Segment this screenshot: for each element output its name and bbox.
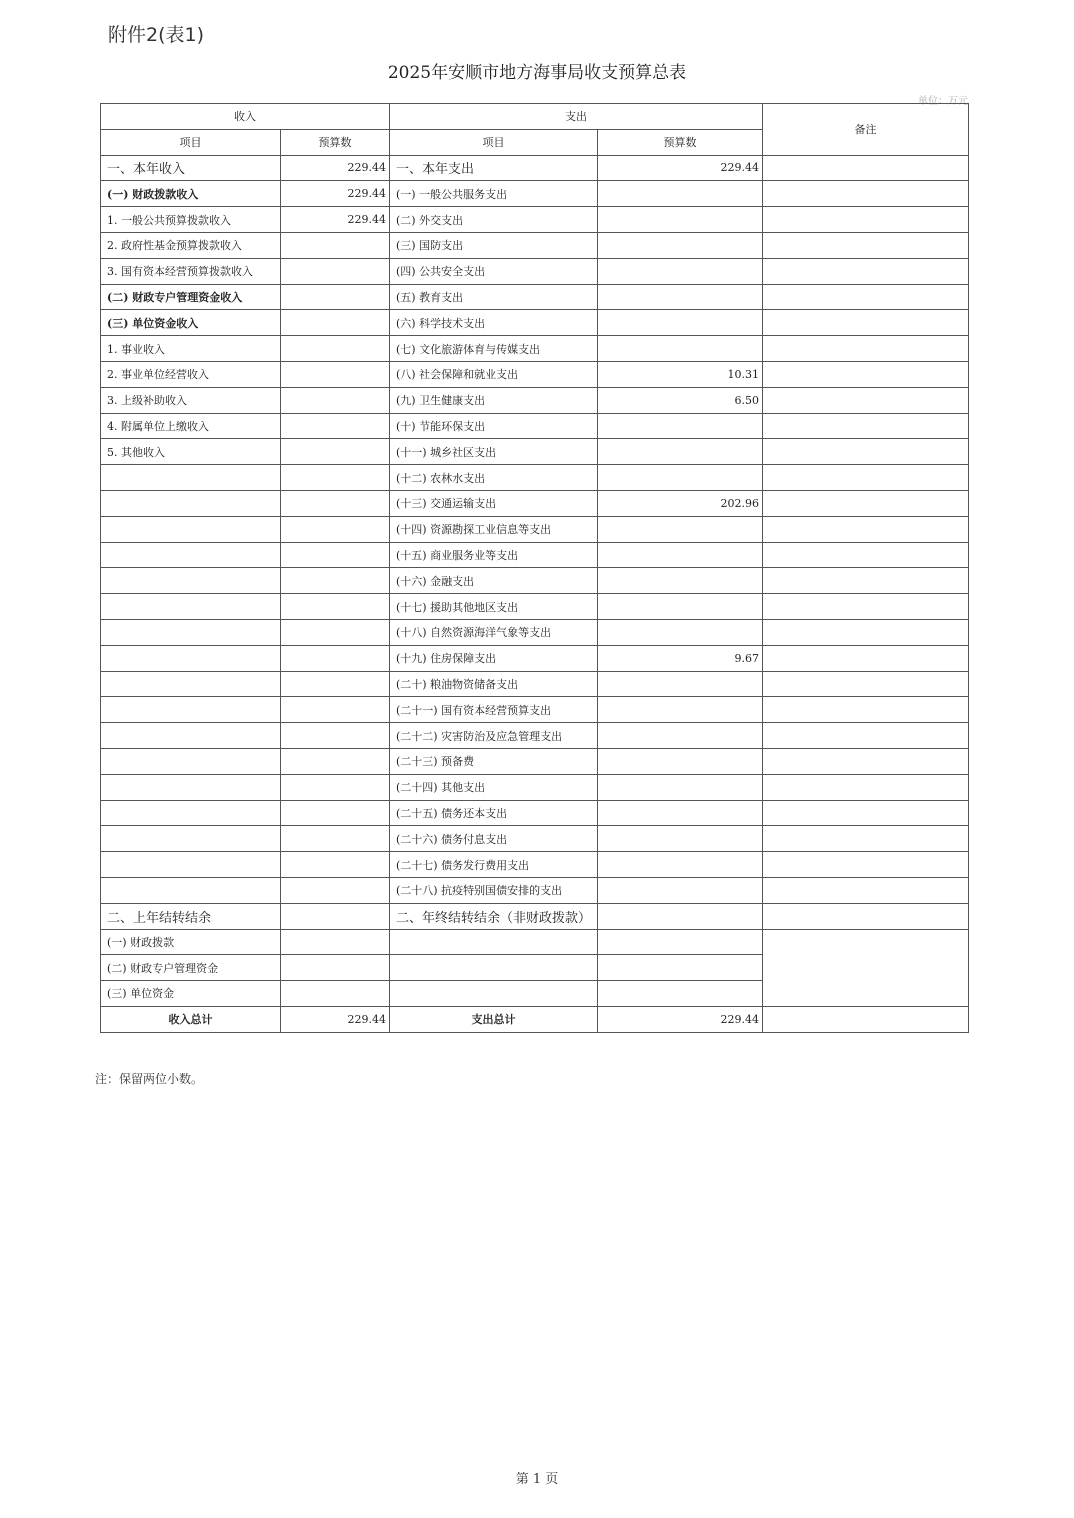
income-item-cell xyxy=(101,723,281,749)
income-item-cell: (二) 财政专户管理资金收入 xyxy=(101,284,281,310)
expense-budget-cell: 10.31 xyxy=(598,361,763,387)
income-item-cell: 3. 上级补助收入 xyxy=(101,387,281,413)
table-row xyxy=(101,310,969,336)
table-row xyxy=(101,929,969,955)
table-row xyxy=(101,594,969,620)
table-row xyxy=(101,697,969,723)
expense-item-cell: (三) 国防支出 xyxy=(390,232,598,258)
expense-budget-cell xyxy=(598,981,763,1007)
income-total-label: 收入总计 xyxy=(101,1006,281,1032)
remark-total-cell xyxy=(763,1006,969,1032)
income-budget-cell xyxy=(281,903,390,929)
expense-item-cell: (一) 一般公共服务支出 xyxy=(390,181,598,207)
table-row xyxy=(101,284,969,310)
expense-budget-cell: 6.50 xyxy=(598,387,763,413)
income-item-cell xyxy=(101,594,281,620)
income-budget-cell xyxy=(281,284,390,310)
expense-item-cell: (二十六) 债务付息支出 xyxy=(390,826,598,852)
income-item-cell xyxy=(101,568,281,594)
income-budget-cell xyxy=(281,826,390,852)
footnote: 注：保留两位小数。 xyxy=(95,1072,204,1086)
table-row xyxy=(101,336,969,362)
income-budget-cell xyxy=(281,490,390,516)
income-budget-header: 预算数 xyxy=(281,129,390,155)
table-row xyxy=(101,516,969,542)
remark-cell xyxy=(763,671,969,697)
expense-item-cell: (二十一) 国有资本经营预算支出 xyxy=(390,697,598,723)
income-budget-cell xyxy=(281,723,390,749)
expense-item-cell: (十) 节能环保支出 xyxy=(390,413,598,439)
budget-table xyxy=(100,103,969,1033)
expense-budget-cell xyxy=(598,181,763,207)
expense-total-label: 支出总计 xyxy=(390,1006,598,1032)
expense-item-cell: (二十三) 预备费 xyxy=(390,748,598,774)
expense-item-cell: (八) 社会保障和就业支出 xyxy=(390,361,598,387)
table-row xyxy=(101,361,969,387)
income-budget-cell xyxy=(281,800,390,826)
income-budget-cell: 229.44 xyxy=(281,207,390,233)
income-budget-cell xyxy=(281,258,390,284)
expense-budget-cell xyxy=(598,413,763,439)
remark-cell xyxy=(763,465,969,491)
attachment-label: 附件2(表1) xyxy=(108,24,205,46)
expense-budget-cell xyxy=(598,465,763,491)
income-item-cell xyxy=(101,619,281,645)
page-title: 2025年安顺市地方海事局收支预算总表 xyxy=(387,63,687,83)
remark-cell xyxy=(763,310,969,336)
table-row xyxy=(101,413,969,439)
expense-budget-cell xyxy=(598,258,763,284)
expense-budget-cell: 229.44 xyxy=(598,155,763,181)
income-budget-cell xyxy=(281,594,390,620)
income-item-cell xyxy=(101,877,281,903)
remark-cell xyxy=(763,542,969,568)
page-number: 第 1 页 xyxy=(515,1472,559,1487)
remark-cell xyxy=(763,723,969,749)
remark-cell-merged xyxy=(763,929,969,1006)
table-row xyxy=(101,826,969,852)
expense-budget-cell xyxy=(598,877,763,903)
unit-label: 单位：万元 xyxy=(918,96,968,107)
remark-cell xyxy=(763,232,969,258)
remark-cell xyxy=(763,284,969,310)
expense-item-cell: (十四) 资源勘探工业信息等支出 xyxy=(390,516,598,542)
income-item-cell xyxy=(101,516,281,542)
table-row xyxy=(101,619,969,645)
expense-item-cell: (十六) 金融支出 xyxy=(390,568,598,594)
table-row xyxy=(101,465,969,491)
expense-budget-cell xyxy=(598,232,763,258)
remark-cell xyxy=(763,155,969,181)
income-item-cell xyxy=(101,800,281,826)
table-row xyxy=(101,258,969,284)
income-item-cell: (一) 财政拨款收入 xyxy=(101,181,281,207)
income-budget-cell xyxy=(281,465,390,491)
income-item-cell xyxy=(101,748,281,774)
income-budget-cell xyxy=(281,671,390,697)
expense-item-cell xyxy=(390,929,598,955)
income-budget-cell xyxy=(281,439,390,465)
expense-budget-cell xyxy=(598,516,763,542)
income-item-cell xyxy=(101,697,281,723)
expense-budget-cell xyxy=(598,336,763,362)
expense-item-cell: (十五) 商业服务业等支出 xyxy=(390,542,598,568)
income-budget-cell xyxy=(281,955,390,981)
income-item-cell xyxy=(101,671,281,697)
income-budget-cell xyxy=(281,232,390,258)
income-budget-cell xyxy=(281,774,390,800)
income-budget-cell xyxy=(281,929,390,955)
table-row xyxy=(101,155,969,181)
remark-cell xyxy=(763,594,969,620)
income-budget-cell xyxy=(281,387,390,413)
expense-item-cell xyxy=(390,981,598,1007)
remark-cell xyxy=(763,774,969,800)
expense-item-cell: (二十四) 其他支出 xyxy=(390,774,598,800)
table-row xyxy=(101,568,969,594)
expense-budget-cell xyxy=(598,594,763,620)
income-budget-cell xyxy=(281,619,390,645)
income-item-cell xyxy=(101,774,281,800)
expense-budget-cell xyxy=(598,207,763,233)
expense-budget-cell xyxy=(598,568,763,594)
expense-budget-cell xyxy=(598,748,763,774)
expense-budget-cell xyxy=(598,723,763,749)
income-budget-cell xyxy=(281,568,390,594)
expense-budget-cell xyxy=(598,774,763,800)
remark-cell xyxy=(763,826,969,852)
remark-cell xyxy=(763,903,969,929)
expense-budget-cell xyxy=(598,929,763,955)
expense-item-cell: (四) 公共安全支出 xyxy=(390,258,598,284)
totals-row xyxy=(101,1006,969,1032)
remark-header: 备注 xyxy=(763,104,969,156)
remark-cell xyxy=(763,439,969,465)
remark-cell xyxy=(763,361,969,387)
expense-budget-cell xyxy=(598,800,763,826)
expense-header: 支出 xyxy=(390,104,763,130)
income-budget-cell: 229.44 xyxy=(281,155,390,181)
income-item-cell xyxy=(101,465,281,491)
expense-budget-cell xyxy=(598,310,763,336)
income-budget-cell xyxy=(281,645,390,671)
table-row xyxy=(101,490,969,516)
table-row xyxy=(101,877,969,903)
table-row xyxy=(101,852,969,878)
expense-budget-cell xyxy=(598,671,763,697)
income-budget-cell xyxy=(281,542,390,568)
expense-item-cell: (十八) 自然资源海洋气象等支出 xyxy=(390,619,598,645)
expense-item-cell: (十一) 城乡社区支出 xyxy=(390,439,598,465)
expense-item-cell: (十九) 住房保障支出 xyxy=(390,645,598,671)
remark-cell xyxy=(763,800,969,826)
income-budget-cell xyxy=(281,413,390,439)
income-budget-cell xyxy=(281,516,390,542)
table-row xyxy=(101,207,969,233)
expense-budget-cell: 202.96 xyxy=(598,490,763,516)
income-item-cell: (一) 财政拨款 xyxy=(101,929,281,955)
table-row xyxy=(101,748,969,774)
table-row xyxy=(101,232,969,258)
expense-budget-cell xyxy=(598,826,763,852)
expense-item-cell: (十七) 援助其他地区支出 xyxy=(390,594,598,620)
income-item-cell xyxy=(101,852,281,878)
remark-cell xyxy=(763,852,969,878)
expense-budget-cell: 9.67 xyxy=(598,645,763,671)
income-item-cell: 1. 事业收入 xyxy=(101,336,281,362)
expense-item-cell: (十三) 交通运输支出 xyxy=(390,490,598,516)
remark-cell xyxy=(763,181,969,207)
expense-item-cell: (九) 卫生健康支出 xyxy=(390,387,598,413)
income-item-cell xyxy=(101,490,281,516)
income-total-value: 229.44 xyxy=(281,1006,390,1032)
expense-budget-cell xyxy=(598,542,763,568)
remark-cell xyxy=(763,619,969,645)
remark-cell xyxy=(763,877,969,903)
expense-item-cell: (五) 教育支出 xyxy=(390,284,598,310)
expense-item-cell: (七) 文化旅游体育与传媒支出 xyxy=(390,336,598,362)
expense-item-cell: (二十二) 灾害防治及应急管理支出 xyxy=(390,723,598,749)
income-item-cell: 4. 附属单位上缴收入 xyxy=(101,413,281,439)
income-item-header: 项目 xyxy=(101,129,281,155)
income-budget-cell xyxy=(281,981,390,1007)
expense-item-cell: (二十五) 债务还本支出 xyxy=(390,800,598,826)
remark-cell xyxy=(763,413,969,439)
income-item-cell: 2. 事业单位经营收入 xyxy=(101,361,281,387)
remark-cell xyxy=(763,516,969,542)
remark-cell xyxy=(763,207,969,233)
income-item-cell: (三) 单位资金收入 xyxy=(101,310,281,336)
table-row xyxy=(101,671,969,697)
expense-item-cell: (二) 外交支出 xyxy=(390,207,598,233)
remark-cell xyxy=(763,336,969,362)
income-item-cell: 2. 政府性基金预算拨款收入 xyxy=(101,232,281,258)
expense-item-cell xyxy=(390,955,598,981)
income-item-cell: 5. 其他收入 xyxy=(101,439,281,465)
table-row xyxy=(101,181,969,207)
income-item-cell xyxy=(101,645,281,671)
remark-cell xyxy=(763,490,969,516)
income-item-cell: (三) 单位资金 xyxy=(101,981,281,1007)
income-item-cell xyxy=(101,542,281,568)
expense-budget-cell xyxy=(598,697,763,723)
expense-item-cell: (六) 科学技术支出 xyxy=(390,310,598,336)
expense-budget-cell xyxy=(598,284,763,310)
remark-cell xyxy=(763,645,969,671)
table-row xyxy=(101,723,969,749)
remark-cell xyxy=(763,258,969,284)
income-budget-cell xyxy=(281,852,390,878)
income-budget-cell xyxy=(281,748,390,774)
income-budget-cell xyxy=(281,336,390,362)
income-header: 收入 xyxy=(101,104,390,130)
remark-cell xyxy=(763,748,969,774)
table-row xyxy=(101,387,969,413)
table-row xyxy=(101,542,969,568)
expense-budget-cell xyxy=(598,903,763,929)
expense-item-cell: (十二) 农林水支出 xyxy=(390,465,598,491)
remark-cell xyxy=(763,387,969,413)
expense-item-cell: 一、本年支出 xyxy=(390,155,598,181)
income-item-cell: 3. 国有资本经营预算拨款收入 xyxy=(101,258,281,284)
remark-cell xyxy=(763,568,969,594)
expense-item-cell: 二、年终结转结余（非财政拨款） xyxy=(390,903,598,929)
table-row xyxy=(101,645,969,671)
income-item-cell: 1. 一般公共预算拨款收入 xyxy=(101,207,281,233)
income-budget-cell xyxy=(281,310,390,336)
income-budget-cell: 229.44 xyxy=(281,181,390,207)
remark-cell xyxy=(763,697,969,723)
table-row xyxy=(101,774,969,800)
expense-total-value: 229.44 xyxy=(598,1006,763,1032)
income-item-cell: 一、本年收入 xyxy=(101,155,281,181)
income-item-cell xyxy=(101,826,281,852)
expense-item-cell: (二十八) 抗疫特别国债安排的支出 xyxy=(390,877,598,903)
expense-budget-cell xyxy=(598,852,763,878)
expense-budget-cell xyxy=(598,619,763,645)
table-row xyxy=(101,439,969,465)
expense-budget-cell xyxy=(598,955,763,981)
expense-item-header: 项目 xyxy=(390,129,598,155)
expense-budget-header: 预算数 xyxy=(598,129,763,155)
income-item-cell: 二、上年结转结余 xyxy=(101,903,281,929)
table-row xyxy=(101,903,969,929)
table-row xyxy=(101,800,969,826)
income-budget-cell xyxy=(281,877,390,903)
expense-item-cell: (二十七) 债务发行费用支出 xyxy=(390,852,598,878)
expense-budget-cell xyxy=(598,439,763,465)
income-item-cell: (二) 财政专户管理资金 xyxy=(101,955,281,981)
income-budget-cell xyxy=(281,697,390,723)
header-row-group xyxy=(101,104,969,130)
expense-item-cell: (二十) 粮油物资储备支出 xyxy=(390,671,598,697)
income-budget-cell xyxy=(281,361,390,387)
